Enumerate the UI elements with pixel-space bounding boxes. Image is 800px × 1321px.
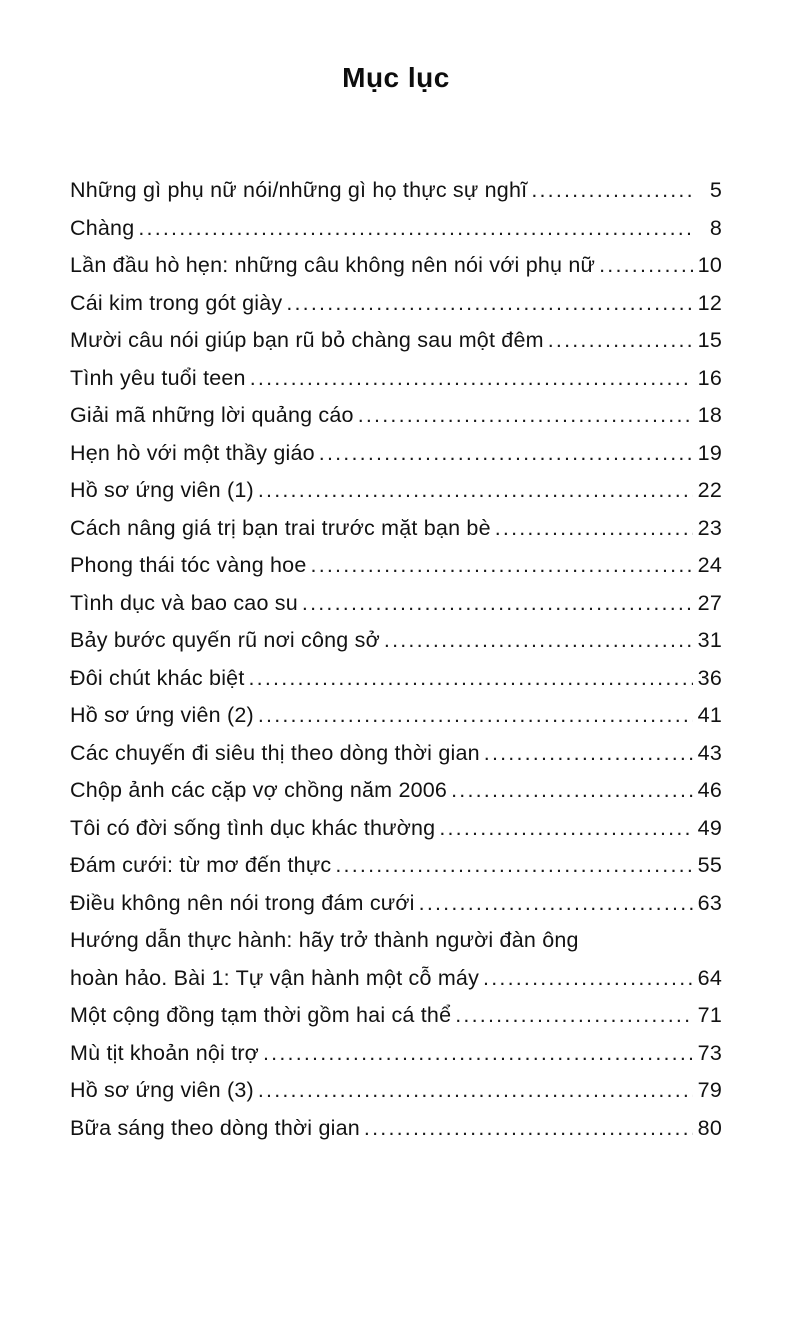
toc-entry <box>70 322 722 360</box>
dot-leader <box>258 697 693 735</box>
dot-leader <box>286 285 693 323</box>
toc-entry-title: Tình dục và bao cao su <box>70 590 298 615</box>
toc-entry <box>70 810 722 848</box>
dot-leader <box>495 510 693 548</box>
toc-entry-title: Những gì phụ nữ nói/những gì họ thực sự nghĩ <box>70 178 528 202</box>
toc-entry-page: 15 <box>697 328 722 352</box>
dot-leader <box>319 435 693 473</box>
dot-leader <box>364 1110 693 1148</box>
toc-entry-title: Hướng dẫn thực hành: hãy trở thành người đàn ông <box>70 928 579 952</box>
toc-entry <box>70 585 722 623</box>
toc-entry-title: Mù tịt khoản nội trợ <box>70 1040 259 1065</box>
toc-entry <box>70 210 722 248</box>
toc-entry <box>70 1035 722 1073</box>
toc-list <box>70 172 722 1147</box>
toc-entry <box>70 960 722 998</box>
toc-entry <box>70 922 722 960</box>
toc-entry-page: 71 <box>697 1003 722 1027</box>
toc-entry-page: 73 <box>697 1040 722 1065</box>
toc-entry-page: 41 <box>697 703 722 727</box>
toc-entry <box>70 1072 722 1110</box>
toc-entry <box>70 510 722 548</box>
toc-entry <box>70 885 722 923</box>
toc-entry-page: 12 <box>697 290 722 315</box>
toc-entry <box>70 472 722 510</box>
toc-entry-title: Hồ sơ ứng viên (1) <box>70 478 254 502</box>
dot-leader <box>138 210 693 248</box>
toc-entry-title: Giải mã những lời quảng cáo <box>70 403 354 427</box>
dot-leader <box>483 960 693 998</box>
toc-entry <box>70 172 722 210</box>
dot-leader <box>384 622 693 660</box>
dot-leader <box>302 585 693 623</box>
toc-entry-title: Đám cưới: từ mơ đến thực <box>70 853 332 877</box>
dot-leader <box>439 810 693 848</box>
toc-entry-page: 8 <box>709 215 722 240</box>
dot-leader <box>249 660 694 698</box>
dot-leader <box>335 847 693 885</box>
toc-entry-title: Tôi có đời sống tình dục khác thường <box>70 815 436 840</box>
toc-entry-title: Hồ sơ ứng viên (2) <box>70 703 254 727</box>
dot-leader <box>531 172 693 210</box>
toc-entry-title: Các chuyến đi siêu thị theo dòng thời gian <box>70 740 480 765</box>
toc-entry-page: 80 <box>697 1115 722 1140</box>
toc-entry-title: Hẹn hò với một thầy giáo <box>70 440 315 465</box>
toc-entry-title: Hồ sơ ứng viên (3) <box>70 1078 254 1102</box>
dot-leader <box>599 247 693 285</box>
toc-entry-page: 46 <box>697 778 722 802</box>
toc-entry-page: 31 <box>697 628 722 652</box>
dot-leader <box>258 1072 693 1110</box>
toc-entry-page: 64 <box>697 965 722 990</box>
toc-entry-title: Một cộng đồng tạm thời gồm hai cá thể <box>70 1003 452 1027</box>
toc-entry-page: 18 <box>697 403 722 427</box>
toc-entry-page: 36 <box>697 665 722 690</box>
toc-entry-page: 43 <box>697 740 722 765</box>
toc-entry-page: 10 <box>697 253 722 277</box>
toc-entry <box>70 435 722 473</box>
dot-leader <box>358 397 693 435</box>
dot-leader <box>258 472 693 510</box>
toc-entry-title: Chộp ảnh các cặp vợ chồng năm 2006 <box>70 778 448 802</box>
toc-entry-title: Cái kim trong gót giày <box>70 290 283 315</box>
toc-entry-title: Bảy bước quyến rũ nơi công sở <box>70 628 380 652</box>
toc-entry <box>70 547 722 585</box>
toc-entry-page: 5 <box>709 178 722 202</box>
toc-entry <box>70 247 722 285</box>
toc-entry-page: 23 <box>697 515 722 540</box>
toc-entry <box>70 735 722 773</box>
toc-entry-title: Mười câu nói giúp bạn rũ bỏ chàng sau một đêm <box>70 328 544 352</box>
toc-entry-title: Lần đầu hò hẹn: những câu không nên nói với phụ nữ <box>70 253 596 277</box>
toc-entry <box>70 772 722 810</box>
toc-entry-title: Điều không nên nói trong đám cưới <box>70 890 415 915</box>
toc-entry <box>70 1110 722 1148</box>
toc-entry <box>70 660 722 698</box>
dot-leader <box>548 322 693 360</box>
toc-entry-page: 49 <box>697 815 722 840</box>
toc-entry-title: Phong thái tóc vàng hoe <box>70 553 307 577</box>
toc-entry-page: 16 <box>697 365 722 390</box>
dot-leader <box>455 997 693 1035</box>
toc-entry-page: 79 <box>697 1078 722 1102</box>
toc-entry-page: 27 <box>697 590 722 615</box>
dot-leader <box>484 735 693 773</box>
toc-entry <box>70 622 722 660</box>
toc-entry-page: 19 <box>697 440 722 465</box>
dot-leader <box>263 1035 693 1073</box>
toc-entry-title: Cách nâng giá trị bạn trai trước mặt bạn bè <box>70 515 491 540</box>
dot-leader <box>419 885 693 923</box>
toc-entry <box>70 697 722 735</box>
toc-entry <box>70 997 722 1035</box>
toc-entry <box>70 285 722 323</box>
toc-entry-title: Chàng <box>70 215 135 240</box>
dot-leader <box>311 547 693 585</box>
toc-entry <box>70 847 722 885</box>
toc-entry <box>70 360 722 398</box>
toc-entry-title: Bữa sáng theo dòng thời gian <box>70 1115 360 1140</box>
toc-entry-page: 55 <box>697 853 722 877</box>
toc-entry-title: hoàn hảo. Bài 1: Tự vận hành một cỗ máy <box>70 965 480 990</box>
toc-entry-title: Đôi chút khác biệt <box>70 665 245 690</box>
toc-entry-page: 63 <box>697 890 722 915</box>
dot-leader <box>250 360 693 398</box>
toc-entry <box>70 397 722 435</box>
toc-entry-page: 22 <box>697 478 722 502</box>
page-title: Mục lục <box>342 62 450 93</box>
toc-entry-page: 24 <box>697 553 722 577</box>
toc-entry-title: Tình yêu tuổi teen <box>70 365 246 390</box>
dot-leader <box>451 772 693 810</box>
